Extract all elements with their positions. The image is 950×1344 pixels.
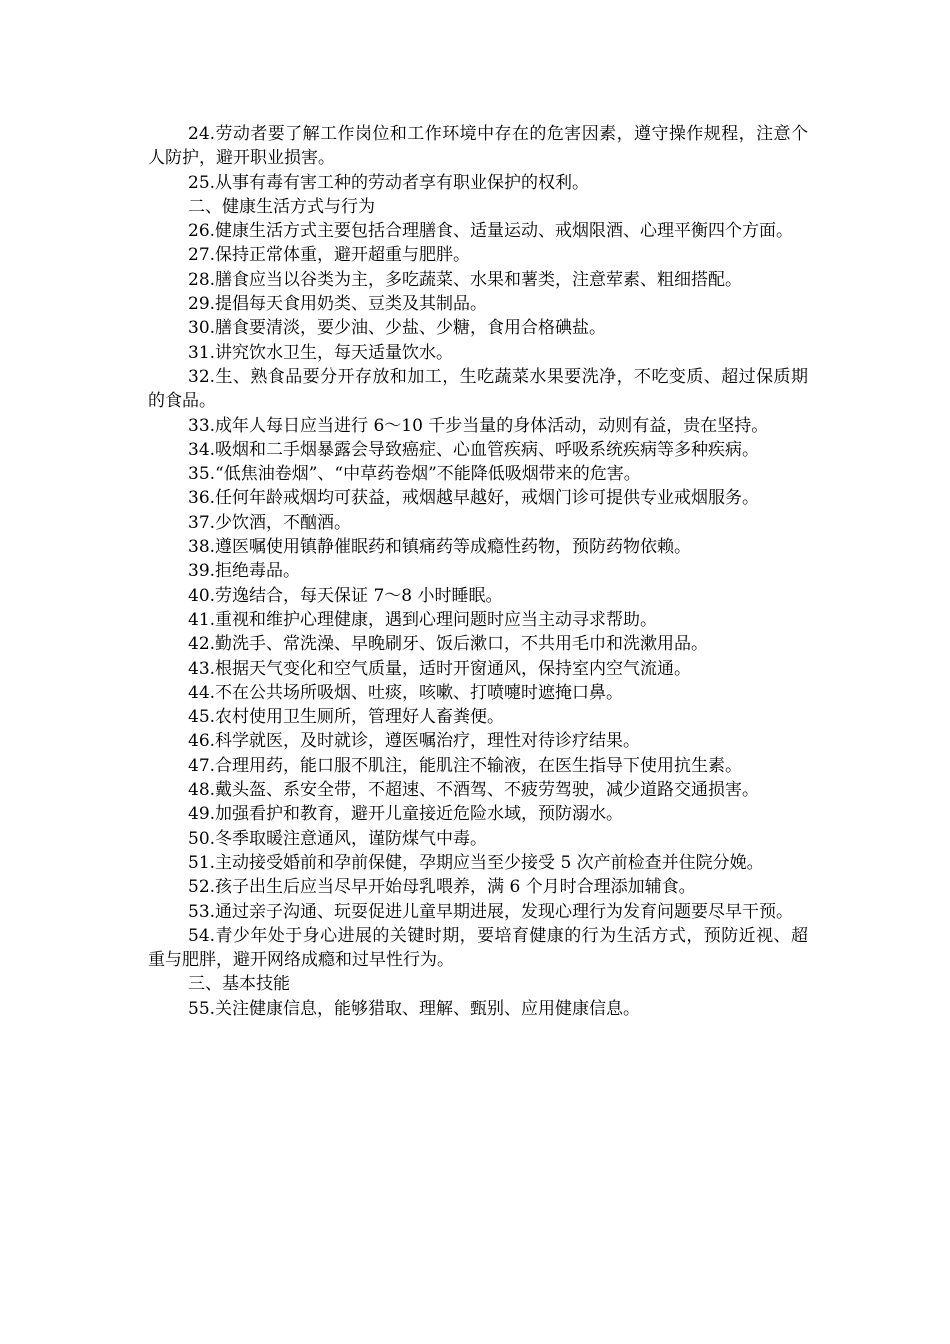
section-heading-2: 二、健康生活方式与行为 — [188, 196, 375, 217]
paragraph-25: 25.从事有毒有害工种的劳动者享有职业保护的权利。 — [188, 172, 590, 193]
paragraph-45: 45.农村使用卫生厕所，管理好人畜粪便。 — [188, 707, 505, 728]
paragraph-31: 31.讲究饮水卫生，每天适量饮水。 — [188, 342, 454, 363]
paragraph-41: 41.重视和维护心理健康，遇到心理问题时应当主动寻求帮助。 — [188, 609, 658, 630]
paragraph-55: 55.关注健康信息，能够猎取、理解、甄别、应用健康信息。 — [188, 998, 641, 1019]
paragraph-49: 49.加强看护和教育，避开儿童接近危险水域，预防溺水。 — [188, 804, 624, 825]
paragraph-39: 39.拒绝毒品。 — [188, 561, 301, 582]
paragraph-47: 47.合理用药，能口服不肌注，能肌注不输液，在医生指导下使用抗生素。 — [188, 755, 743, 776]
paragraph-51: 51.主动接受婚前和孕前保健，孕期应当至少接受 5 次产前检查并住院分娩。 — [188, 852, 764, 873]
paragraph-37: 37.少饮酒，不酗酒。 — [188, 512, 352, 533]
paragraph-54: 54.青少年处于身心进展的关键时期，要培育健康的行为生活方式，预防近视、超重与肥胖，避开网络成瘾和过早性行为。 — [148, 925, 808, 971]
paragraph-32: 32.生、熟食品要分开存放和加工，生吃蔬菜水果要洗净，不吃变质、超过保质期的食品。 — [148, 366, 808, 412]
paragraph-36: 36.任何年龄戒烟均可获益，戒烟越早越好，戒烟门诊可提供专业戒烟服务。 — [188, 488, 760, 509]
paragraph-52: 52.孩子出生后应当尽早开始母乳喂养，满 6 个月时合理添加辅食。 — [188, 877, 696, 898]
paragraph-34: 34.吸烟和二手烟暴露会导致癌症、心血管疾病、呼吸系统疾病等多种疾病。 — [188, 439, 760, 460]
paragraph-40: 40.劳逸结合，每天保证 7～8 小时睡眠。 — [188, 585, 503, 606]
paragraph-42: 42.勤洗手、常洗澡、早晚刷牙、饭后漱口，不共用毛巾和洗漱用品。 — [188, 634, 709, 655]
paragraph-43: 43.根据天气变化和空气质量，适时开窗通风，保持室内空气流通。 — [188, 658, 692, 679]
paragraph-24: 24.劳动者要了解工作岗位和工作环境中存在的危害因素，遵守操作规程，注意个人防护，避开职业损害。 — [148, 124, 808, 169]
paragraph-28: 28.膳食应当以谷类为主，多吃蔬菜、水果和薯类，注意荤素、粗细搭配。 — [188, 269, 743, 290]
paragraph-38: 38.遵医嘱使用镇静催眠药和镇痛药等成瘾性药物，预防药物依赖。 — [188, 537, 692, 558]
paragraph-26: 26.健康生活方式主要包括合理膳食、适量运动、戒烟限酒、心理平衡四个方面。 — [188, 221, 794, 242]
paragraph-29: 29.提倡每天食用奶类、豆类及其制品。 — [188, 294, 488, 315]
paragraph-53: 53.通过亲子沟通、玩耍促进儿童早期进展，发现心理行为发育问题要尽早干预。 — [188, 901, 794, 922]
paragraph-46: 46.科学就医，及时就诊，遵医嘱治疗，理性对待诊疗结果。 — [188, 731, 641, 752]
paragraph-48: 48.戴头盔、系安全带，不超速、不酒驾、不疲劳驾驶，减少道路交通损害。 — [188, 780, 760, 801]
paragraph-50: 50.冬季取暖注意通风，谨防煤气中毒。 — [188, 828, 488, 849]
paragraph-33: 33.成年人每日应当进行 6～10 千步当量的身体活动，动则有益，贵在坚持。 — [188, 415, 769, 436]
paragraph-27: 27.保持正常体重，避开超重与肥胖。 — [188, 245, 471, 266]
paragraph-30: 30.膳食要清淡，要少油、少盐、少糖，食用合格碘盐。 — [188, 318, 607, 339]
paragraph-44: 44.不在公共场所吸烟、吐痰，咳嗽、打喷嚏时遮掩口鼻。 — [188, 682, 624, 703]
paragraph-35: 35.“低焦油卷烟”、“中草药卷烟”不能降低吸烟带来的危害。 — [188, 464, 641, 485]
section-heading-3: 三、基本技能 — [188, 974, 290, 995]
document-body — [148, 122, 808, 1021]
